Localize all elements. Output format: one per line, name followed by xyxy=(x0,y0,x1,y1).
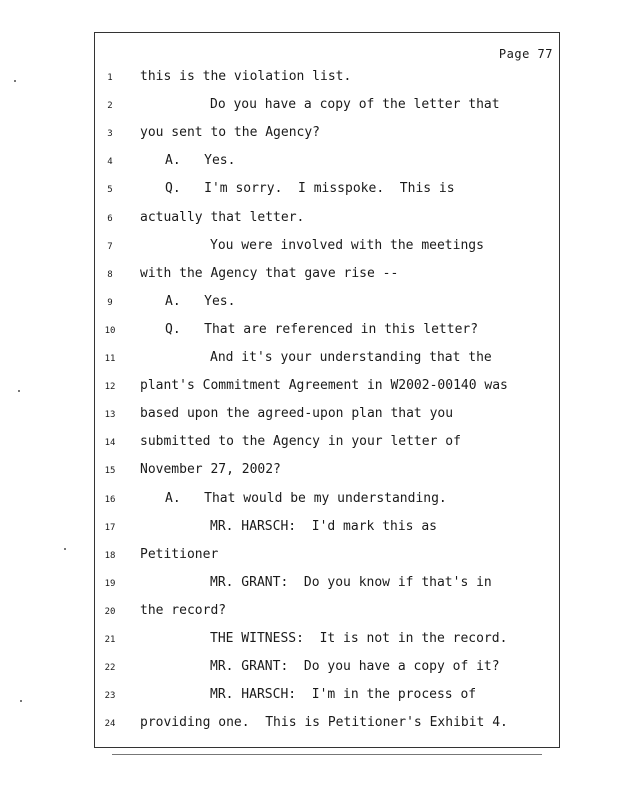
line-number: 7 xyxy=(107,241,113,252)
line-number: 15 xyxy=(104,466,116,477)
transcript-line xyxy=(95,378,559,398)
line-number: 6 xyxy=(107,213,113,224)
line-number: 8 xyxy=(107,269,113,280)
transcript-line xyxy=(95,687,559,707)
line-text: THE WITNESS: It is not in the record. xyxy=(210,631,508,646)
line-text: A. Yes. xyxy=(165,153,236,169)
transcript-line xyxy=(95,69,559,89)
line-number: 5 xyxy=(107,185,113,196)
line-text: MR. GRANT: Do you have a copy of it? xyxy=(210,659,500,675)
transcript-line xyxy=(95,406,559,426)
line-number: 3 xyxy=(107,129,113,140)
line-number: 1 xyxy=(107,73,113,83)
line-number: 21 xyxy=(104,635,116,645)
line-number: 24 xyxy=(104,719,116,730)
line-text: You were involved with the meetings xyxy=(210,237,484,253)
line-number: 19 xyxy=(104,578,116,589)
line-number: 23 xyxy=(104,691,116,702)
scan-speck xyxy=(64,548,66,550)
transcript-line xyxy=(95,210,559,230)
line-text: MR. HARSCH: I'd mark this as xyxy=(210,518,437,534)
scan-speck xyxy=(20,700,22,702)
line-text: A. Yes. xyxy=(165,293,236,309)
line-text: plant's Commitment Agreement in W2002-00140 was xyxy=(140,378,508,394)
line-text: MR. HARSCH: I'm in the process of xyxy=(210,687,477,703)
line-number: 13 xyxy=(104,410,116,421)
line-text: MR. GRANT: Do you know if that's in xyxy=(210,574,492,590)
line-number: 14 xyxy=(104,438,116,449)
transcript-line xyxy=(95,631,559,651)
transcript-page xyxy=(94,32,560,748)
transcript-line xyxy=(95,603,559,623)
transcript-line xyxy=(95,547,559,567)
transcript-line xyxy=(95,491,559,511)
line-text: November 27, 2002? xyxy=(140,462,281,478)
transcript-line xyxy=(95,294,559,314)
transcript-line xyxy=(95,266,559,286)
line-text: with the Agency that gave rise -- xyxy=(140,265,399,281)
line-text: submitted to the Agency in your letter of xyxy=(140,434,461,450)
line-number: 20 xyxy=(104,606,116,617)
page-number: Page 77 xyxy=(498,47,553,61)
scan-speck xyxy=(18,390,20,392)
line-text: based upon the agreed-upon plan that you xyxy=(140,406,454,422)
line-text: Q. That are referenced in this letter? xyxy=(165,321,479,337)
line-number: 10 xyxy=(104,325,116,336)
transcript-line xyxy=(95,238,559,258)
scan-speck xyxy=(14,80,16,82)
line-number: 16 xyxy=(104,494,116,505)
transcript-line xyxy=(95,715,559,735)
transcript-line xyxy=(95,153,559,173)
transcript-line xyxy=(95,462,559,482)
line-number: 17 xyxy=(104,522,116,533)
line-text: you sent to the Agency? xyxy=(140,125,321,141)
line-number: 12 xyxy=(104,382,116,393)
line-number: 22 xyxy=(104,663,116,674)
line-number: 9 xyxy=(107,297,113,308)
line-number: 2 xyxy=(107,101,113,112)
line-text: the record? xyxy=(140,602,227,618)
transcript-line xyxy=(95,322,559,342)
line-text: Q. I'm sorry. I misspoke. This is xyxy=(165,181,455,197)
line-text: actually that letter. xyxy=(140,209,305,225)
transcript-line xyxy=(95,575,559,595)
transcript-line xyxy=(95,519,559,539)
line-text: providing one. This is Petitioner's Exhibit 4. xyxy=(140,715,508,731)
transcript-line xyxy=(95,97,559,117)
transcript-line xyxy=(95,434,559,454)
transcript-line xyxy=(95,181,559,201)
line-text: And it's your understanding that the xyxy=(210,350,492,365)
transcript-line xyxy=(95,125,559,145)
line-text: A. That would be my understanding. xyxy=(165,490,447,506)
line-number: 18 xyxy=(104,550,116,561)
bottom-rule xyxy=(112,754,542,755)
line-text: this is the violation list. xyxy=(140,69,352,84)
transcript-line xyxy=(95,350,559,370)
transcript-line xyxy=(95,659,559,679)
line-number: 4 xyxy=(107,157,113,168)
line-text: Petitioner xyxy=(140,546,219,562)
line-text: Do you have a copy of the letter that xyxy=(210,97,500,113)
line-number: 11 xyxy=(104,354,116,364)
